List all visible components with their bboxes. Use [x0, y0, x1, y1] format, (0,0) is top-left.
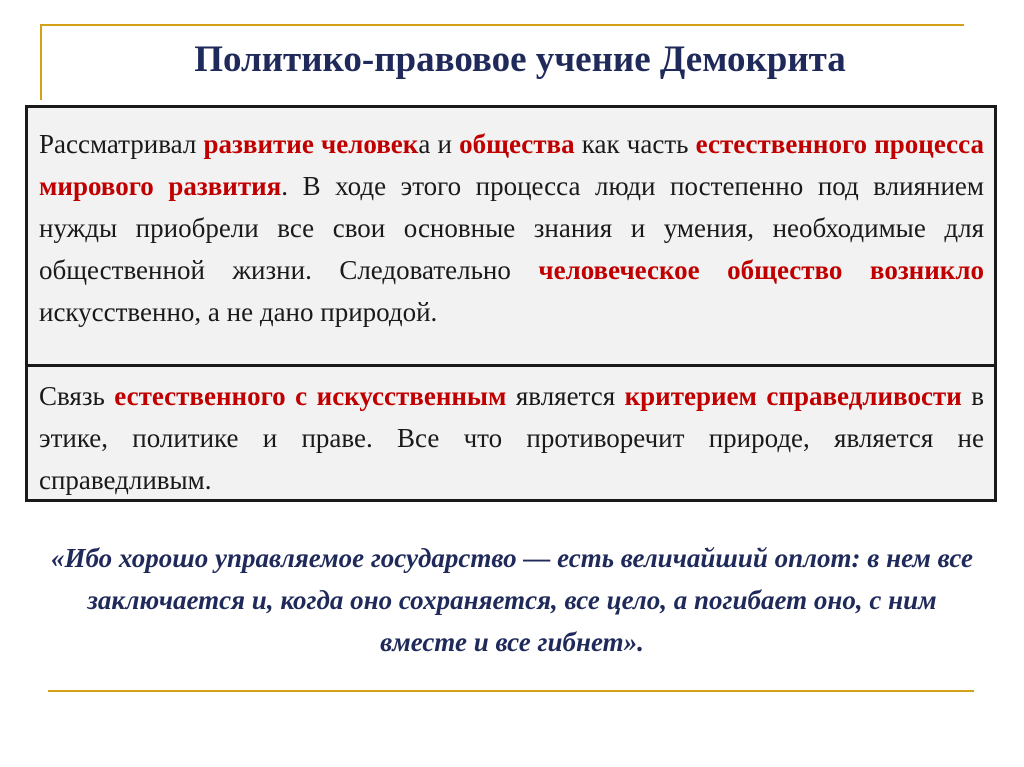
justice-paragraph — [39, 375, 984, 501]
highlight-human-development: развитие человек — [203, 129, 419, 159]
text-segment: как часть — [574, 129, 696, 159]
democritus-development-box — [25, 105, 997, 367]
text-segment: . В ходе этого процесса люди постепенно под влиянием нужды приобрели все свои основные знания и умения, необходимые для общественной жизни. Следовательно — [39, 171, 984, 285]
development-paragraph — [39, 123, 984, 333]
text-segment: искусственно, а не дано природой. — [39, 297, 438, 327]
text-segment: в этике, политике и праве. Все что противоречит природе, является не справедливым. — [39, 381, 984, 495]
text-segment: Рассматривал — [39, 129, 204, 159]
highlight-natural-artificial: естественного с искусственным — [114, 381, 507, 411]
justice-criterion-box — [25, 367, 997, 502]
highlight-justice-criterion: критерием справедливости — [624, 381, 962, 411]
top-gold-rule — [40, 24, 964, 26]
text-segment: является — [506, 381, 625, 411]
text-segment: Связь — [39, 381, 115, 411]
democritus-quote: «Ибо хорошо управляемое государство — есть величайший оплот: в нем все заключается и, когда оно сохраняется, все цело, а погибает оно, с ним вместе и все гибнет». — [51, 543, 973, 657]
bottom-gold-rule — [48, 690, 974, 692]
slide-title: Политико-правовое учение Демокрита — [194, 39, 846, 80]
highlight-natural-process: естественного процесса мирового развития — [39, 129, 984, 201]
highlight-society-arose: человеческое общество возникло — [538, 255, 984, 285]
highlight-society: общества — [459, 129, 575, 159]
left-gold-rule — [40, 24, 42, 100]
text-segment: а и — [418, 129, 460, 159]
